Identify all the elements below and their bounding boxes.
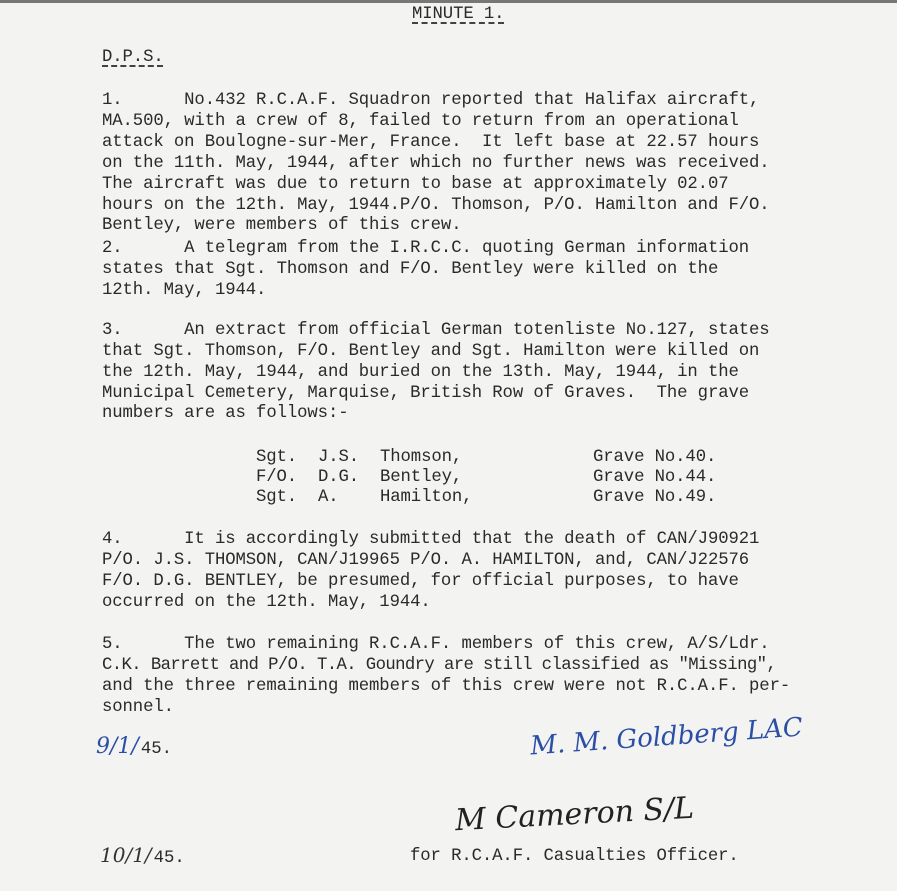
typed-year: 45. — [140, 740, 172, 759]
grave-rank: F/O. — [256, 468, 298, 487]
grave-initials: D.G. — [318, 468, 360, 487]
text-line: Bentley, were members of this crew. — [102, 216, 462, 235]
text-line: numbers are as follows:- — [102, 404, 349, 423]
text-line: 3. An extract from official German totenliste No.127, states — [102, 321, 770, 340]
second-date — [100, 845, 185, 869]
text-line: 12th. May, 1944. — [102, 281, 267, 300]
text-line: on the 11th. May, 1944, after which no further news was received. — [102, 154, 770, 173]
text-line: C.K. Barrett and P/O. T.A. Goundry are still classified as "Missing", — [102, 656, 777, 675]
grave-rank: Sgt. — [256, 448, 298, 467]
grave-number: Grave No.44. — [593, 468, 717, 487]
text-line: sonnel. — [102, 698, 174, 717]
grave-name: Bentley, — [380, 468, 463, 487]
text-line: attack on Boulogne-sur-Mer, France. It left base at 22.57 hours — [102, 133, 760, 152]
document-title: MINUTE 1. — [412, 5, 505, 24]
text-line: 2. A telegram from the I.R.C.C. quoting German information — [102, 239, 750, 258]
text-line: occurred on the 12th. May, 1944. — [102, 593, 431, 612]
typed-year: 45. — [153, 849, 185, 868]
grave-initials: J.S. — [318, 448, 360, 467]
signature-goldberg: M. M. Goldberg LAC — [529, 712, 804, 762]
text-line: P/O. J.S. THOMSON, CAN/J19965 P/O. A. HAMILTON, and, CAN/J22576 — [102, 551, 750, 570]
text-line: the 12th. May, 1944, and buried on the 13th. May, 1944, in the — [102, 363, 739, 382]
handwritten-date: 10/1/ — [100, 843, 152, 867]
grave-rank: Sgt. — [256, 488, 298, 507]
text-line: Municipal Cemetery, Marquise, British Row of Graves. The grave — [102, 384, 750, 403]
text-line: that Sgt. Thomson, F/O. Bentley and Sgt. Hamilton were killed on — [102, 342, 760, 361]
text-line: F/O. D.G. BENTLEY, be presumed, for official purposes, to have — [102, 572, 739, 591]
signature-cameron: M Cameron S/L — [454, 790, 695, 839]
grave-name: Hamilton, — [380, 488, 473, 507]
text-line: and the three remaining members of this crew were not R.C.A.F. per- — [102, 677, 791, 696]
text-line: The aircraft was due to return to base at approximately 02.07 — [102, 175, 729, 194]
text-line: 5. The two remaining R.C.A.F. members of this crew, A/S/Ldr. — [102, 635, 770, 654]
scan-edge — [0, 0, 897, 3]
text-line: MA.500, with a crew of 8, failed to return from an operational — [102, 112, 739, 131]
text-line: 1. No.432 R.C.A.F. Squadron reported that Halifax aircraft, — [102, 91, 760, 110]
first-date — [96, 736, 172, 760]
text-line: states that Sgt. Thomson and F/O. Bentley were killed on the — [102, 260, 719, 279]
text-line: hours on the 12th. May, 1944.P/O. Thomson, P/O. Hamilton and F/O. — [102, 196, 770, 215]
grave-initials: A. — [318, 488, 339, 507]
grave-name: Thomson, — [380, 448, 463, 467]
addressee: D.P.S. — [102, 48, 164, 67]
grave-number: Grave No.49. — [593, 488, 717, 507]
grave-number: Grave No.40. — [593, 448, 717, 467]
text-line: 4. It is accordingly submitted that the death of CAN/J90921 — [102, 530, 760, 549]
signatory-title: for R.C.A.F. Casualties Officer. — [410, 847, 739, 866]
handwritten-date: 9/1/ — [96, 734, 139, 759]
